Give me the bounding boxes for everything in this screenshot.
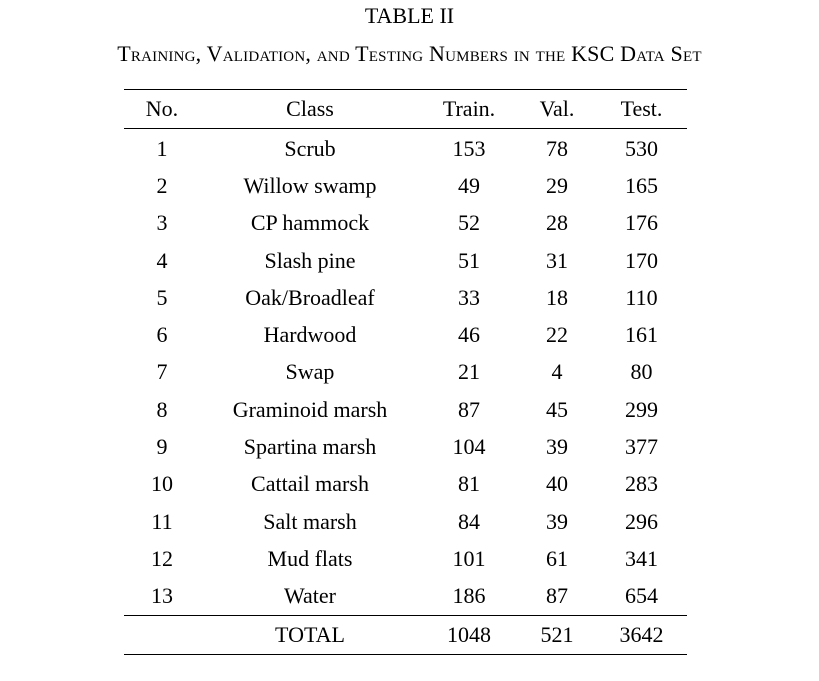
cell-no: 12 bbox=[151, 545, 173, 571]
cell-no: 6 bbox=[156, 322, 168, 348]
cell-val: 31 bbox=[546, 247, 568, 273]
cell-class: Hardwood bbox=[263, 322, 357, 348]
ksc-data-table bbox=[124, 89, 687, 655]
cell-no: 11 bbox=[151, 508, 173, 534]
cell-val: 40 bbox=[546, 471, 568, 497]
cell-train: 51 bbox=[458, 247, 480, 273]
table-row bbox=[124, 578, 687, 616]
cell-train: 101 bbox=[452, 545, 486, 571]
table-label: TABLE II bbox=[364, 3, 455, 28]
cell-class: Slash pine bbox=[264, 247, 356, 273]
cell-train: 21 bbox=[458, 359, 480, 385]
table-row bbox=[124, 354, 687, 391]
cell-class: Salt marsh bbox=[263, 508, 357, 534]
cell-val: 39 bbox=[546, 434, 568, 460]
cell-no: 8 bbox=[156, 396, 168, 422]
table-row bbox=[124, 279, 687, 316]
cell-test: 161 bbox=[625, 322, 658, 348]
cell-test: 530 bbox=[625, 135, 658, 161]
cell-no: 3 bbox=[156, 210, 168, 236]
table-body bbox=[124, 129, 687, 616]
cell-test: 377 bbox=[625, 434, 658, 460]
cell-test: 80 bbox=[630, 359, 653, 385]
cell-val: 29 bbox=[546, 172, 568, 198]
cell-no: 5 bbox=[156, 284, 168, 310]
cell-class: Spartina marsh bbox=[243, 434, 377, 460]
cell-train: 81 bbox=[458, 471, 480, 497]
cell-train: 52 bbox=[458, 210, 480, 236]
cell-test: 176 bbox=[625, 210, 658, 236]
cell-test: 283 bbox=[625, 471, 658, 497]
table-row bbox=[124, 540, 687, 577]
cell-no: 10 bbox=[151, 471, 173, 497]
cell-train: 186 bbox=[452, 583, 486, 609]
cell-val: 87 bbox=[546, 583, 568, 609]
cell-class: Cattail marsh bbox=[251, 471, 369, 497]
cell-test: 165 bbox=[625, 172, 658, 198]
cell-no: 13 bbox=[151, 583, 173, 609]
cell-class: Water bbox=[284, 583, 336, 609]
cell-class: Oak/Broadleaf bbox=[245, 284, 375, 310]
cell-no: 1 bbox=[156, 135, 168, 161]
header-row bbox=[124, 90, 687, 129]
table-row bbox=[124, 391, 687, 428]
cell-train: 49 bbox=[458, 172, 480, 198]
cell-test: 170 bbox=[625, 247, 658, 273]
cell-no: 2 bbox=[156, 172, 168, 198]
cell-val: 78 bbox=[546, 135, 568, 161]
cell-class: Willow swamp bbox=[243, 172, 377, 198]
cell-train: 46 bbox=[458, 322, 480, 348]
cell-val: 22 bbox=[546, 322, 568, 348]
header-val: Val. bbox=[518, 90, 596, 129]
cell-class: Mud flats bbox=[267, 545, 353, 571]
cell-train: 84 bbox=[458, 508, 480, 534]
cell-val: 39 bbox=[546, 508, 568, 534]
table-row bbox=[124, 466, 687, 503]
cell-test: 296 bbox=[625, 508, 658, 534]
table-row bbox=[124, 316, 687, 353]
total-label: TOTAL bbox=[200, 615, 420, 654]
cell-no: 4 bbox=[156, 247, 168, 273]
table-row bbox=[124, 167, 687, 204]
cell-no: 9 bbox=[156, 434, 168, 460]
cell-class: CP hammock bbox=[250, 210, 370, 236]
cell-train: 87 bbox=[458, 396, 480, 422]
total-row bbox=[124, 615, 687, 654]
table-row bbox=[124, 129, 687, 168]
table-row bbox=[124, 242, 687, 279]
cell-test: 299 bbox=[625, 396, 658, 422]
cell-val: 4 bbox=[551, 359, 563, 385]
total-test: 3642 bbox=[596, 615, 687, 654]
cell-val: 45 bbox=[546, 396, 568, 422]
header-class: Class bbox=[200, 90, 420, 129]
table-caption: Training, Validation, and Testing Numbers in the KSC Data Set bbox=[117, 41, 702, 66]
cell-train: 153 bbox=[452, 135, 486, 161]
cell-test: 341 bbox=[625, 545, 658, 571]
table-row bbox=[124, 205, 687, 242]
cell-test: 654 bbox=[625, 583, 658, 609]
cell-train: 33 bbox=[458, 284, 480, 310]
cell-val: 18 bbox=[546, 284, 568, 310]
header-train: Train. bbox=[420, 90, 518, 129]
cell-val: 28 bbox=[546, 210, 568, 236]
cell-test: 110 bbox=[625, 284, 658, 310]
total-no-cell bbox=[124, 615, 200, 654]
cell-train: 104 bbox=[452, 434, 486, 460]
cell-class: Scrub bbox=[284, 135, 336, 161]
table-row bbox=[124, 503, 687, 540]
cell-class: Graminoid marsh bbox=[232, 396, 388, 422]
total-train: 1048 bbox=[420, 615, 518, 654]
header-test: Test. bbox=[596, 90, 687, 129]
total-val: 521 bbox=[518, 615, 596, 654]
cell-no: 7 bbox=[156, 359, 168, 385]
cell-val: 61 bbox=[546, 545, 568, 571]
header-no: No. bbox=[124, 90, 200, 129]
cell-class: Swap bbox=[285, 359, 335, 385]
table-row bbox=[124, 428, 687, 465]
